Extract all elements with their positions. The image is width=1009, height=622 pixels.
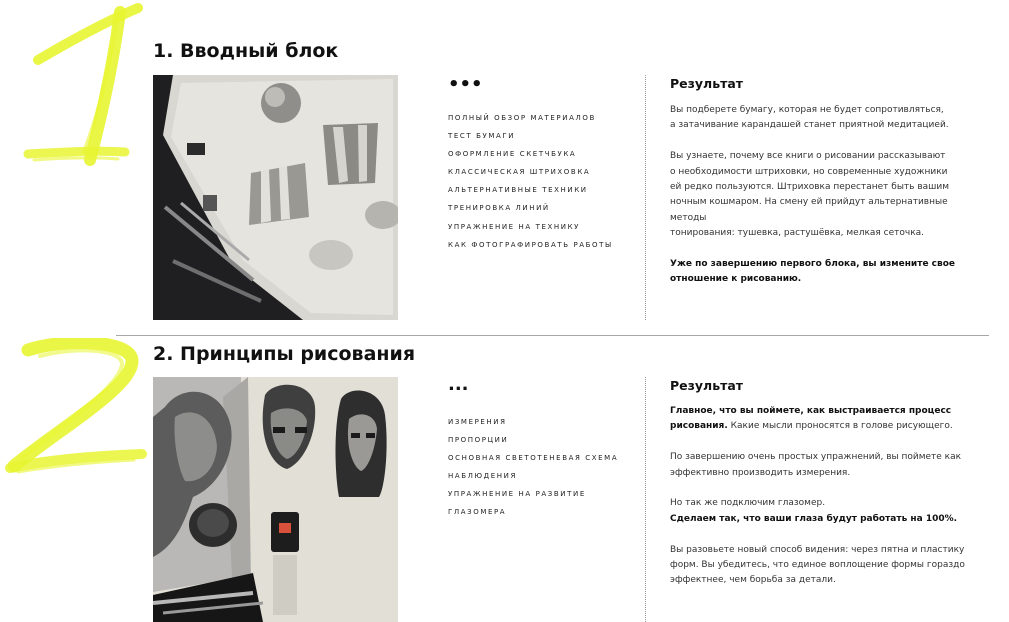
topic-item: УПРАЖНЕНИЕ НА РАЗВИТИЕ bbox=[448, 490, 586, 499]
topic-item: КАК ФОТОГРАФИРОВАТЬ РАБОТЫ bbox=[448, 240, 613, 249]
result-line: эффективно производить измерения. bbox=[670, 467, 851, 478]
result-text bbox=[670, 404, 970, 604]
result-line: о необходимости штриховки, но современные художники bbox=[670, 166, 948, 177]
topic-list bbox=[448, 114, 613, 259]
topic-item: ОСНОВНАЯ СВЕТОТЕНЕВАЯ СХЕМА bbox=[448, 454, 619, 463]
topic-dots: ••• bbox=[448, 74, 483, 95]
column-divider bbox=[645, 75, 646, 320]
result-heading: Результат bbox=[670, 378, 744, 393]
result-line: ей редко пользуются. Штриховка перестанет быть вашим bbox=[670, 182, 950, 193]
result-line: эффектнее, чем борьба за детали. bbox=[670, 575, 836, 586]
topic-item: ИЗМЕРЕНИЯ bbox=[448, 418, 507, 426]
chalk-numeral-two bbox=[0, 338, 150, 483]
topic-list bbox=[448, 418, 618, 527]
topic-item: УПРАЖНЕНИЕ НА ТЕХНИКУ bbox=[448, 222, 581, 231]
result-line-bold: Уже по завершению первого блока, вы измените свое bbox=[670, 259, 955, 270]
result-line: Вы узнаете, почему все книги о рисовании рассказывают bbox=[670, 151, 946, 162]
result-line: По завершению очень простых упражнений, вы поймете как bbox=[670, 452, 962, 463]
result-line-bold: отношение к рисованию. bbox=[670, 274, 802, 285]
result-line: ночным кошмаром. На смену ей прийдут альтернативные методы bbox=[670, 197, 948, 223]
topic-item: ПРОПОРЦИИ bbox=[448, 436, 509, 445]
topic-item: ТЕСТ БУМАГИ bbox=[448, 132, 516, 141]
topic-dots: ... bbox=[448, 374, 469, 395]
result-line: а затачивание карандашей станет приятной медитацией. bbox=[670, 120, 949, 131]
section-title: 1. Вводный блок bbox=[153, 40, 339, 62]
column-divider bbox=[645, 377, 646, 622]
topic-item: КЛАССИЧЕСКАЯ ШТРИХОВКА bbox=[448, 168, 591, 177]
portraits-photo bbox=[153, 377, 398, 622]
result-heading: Результат bbox=[670, 76, 744, 91]
result-line: Но так же подключим глазомер. bbox=[670, 498, 826, 509]
topic-item: ТРЕНИРОВКА ЛИНИЙ bbox=[448, 204, 550, 213]
topic-item: ОФОРМЛЕНИЕ СКЕТЧБУКА bbox=[448, 150, 577, 159]
topic-item: АЛЬТЕРНАТИВНЫЕ ТЕХНИКИ bbox=[448, 186, 588, 195]
section-separator bbox=[116, 335, 989, 336]
result-line-bold: Главное, что вы поймете, как выстраивается процесс bbox=[670, 406, 952, 416]
result-text bbox=[670, 103, 970, 303]
result-text-bold: рисования. bbox=[670, 421, 728, 432]
result-line: тонирования: тушевка, растушёвка, мелкая сеточка. bbox=[670, 228, 925, 239]
result-line-bold: Сделаем так, что ваши глаза будут работать на 100%. bbox=[670, 513, 958, 524]
section-title: 2. Принципы рисования bbox=[153, 343, 416, 365]
topic-item: НАБЛЮДЕНИЯ bbox=[448, 472, 517, 481]
topic-item: ПОЛНЫЙ ОБЗОР МАТЕРИАЛОВ bbox=[448, 114, 596, 122]
chalk-numeral-one bbox=[20, 2, 145, 172]
sketchbook-photo bbox=[153, 75, 398, 320]
result-line: форм. Вы убедитесь, что единое воплощение формы гораздо bbox=[670, 560, 965, 571]
topic-item: ГЛАЗОМЕРА bbox=[448, 508, 507, 517]
result-line: Вы разовьете новый способ видения: через пятна и пластику bbox=[670, 544, 965, 555]
result-line: Вы подберете бумагу, которая не будет сопротивляться, bbox=[670, 105, 944, 115]
result-text: Какие мысли проносятся в голове рисующего. bbox=[727, 421, 953, 432]
